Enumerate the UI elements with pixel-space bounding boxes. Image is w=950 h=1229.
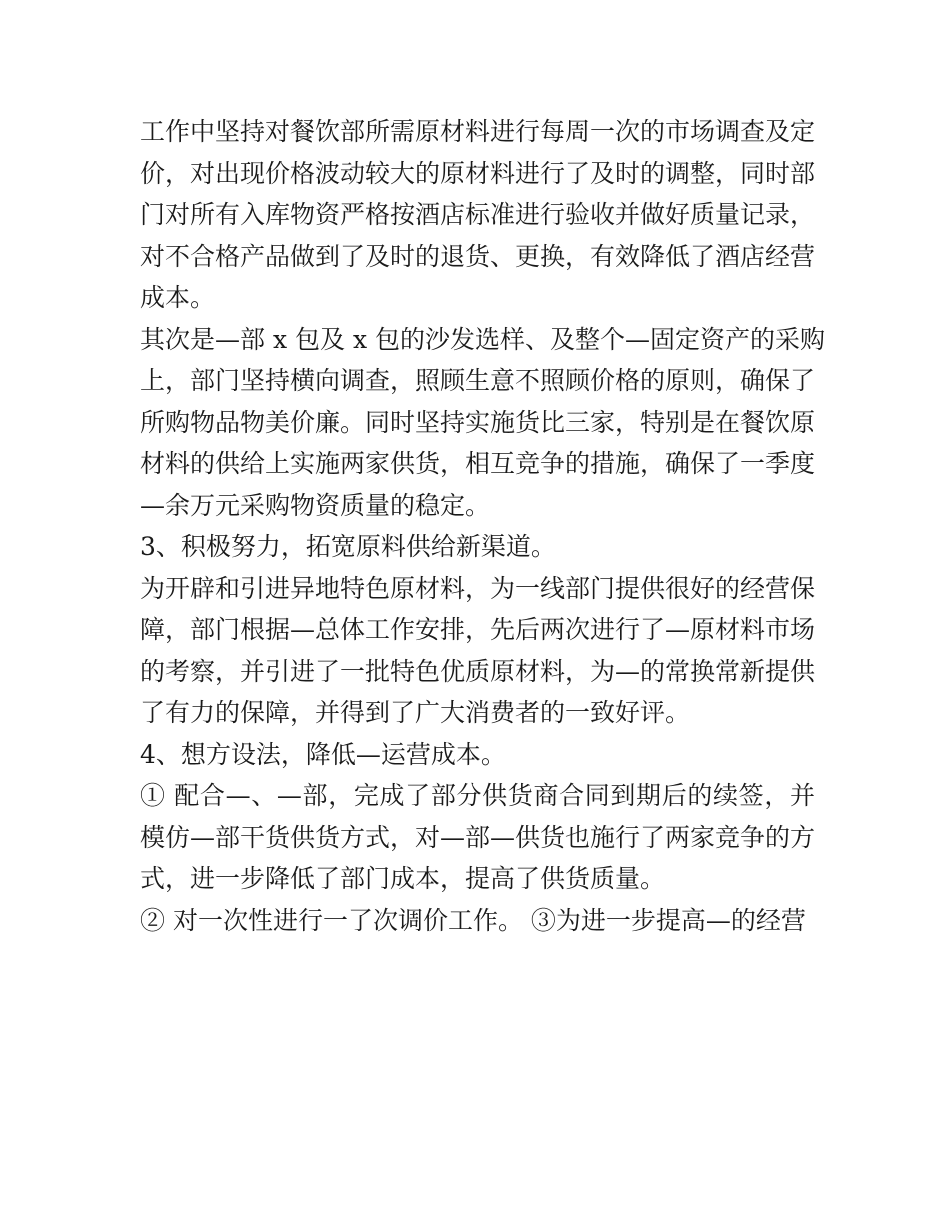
text-line: 其次是—部 x 包及 x 包的沙发选样、及整个—固定资产的采购: [140, 324, 825, 354]
paragraph-point-1: [140, 775, 815, 900]
heading-item-4: [140, 734, 815, 776]
section-heading: 4、想方设法，降低—运营成本。: [140, 739, 506, 769]
text-line: 为开辟和引进异地特色原材料，为一线部门提供很好的经营保: [140, 573, 816, 603]
text-line: 上，部门坚持横向调查，照顾生意不照顾价格的原则，确保了: [140, 366, 816, 395]
text-line: 模仿—部干货供货方式，对—部—供货也施行了两家竞争的方: [140, 822, 816, 852]
section-heading: 3、积极努力，拓宽原料供给新渠道。: [140, 532, 556, 561]
text-line: 的考察，并引进了一批特色优质原材料，为—的常换常新提供: [140, 656, 816, 686]
text-line: 材料的供给上实施两家供货，相互竞争的措施，确保了一季度: [140, 449, 816, 478]
text-line: 所购物品物美价廉。同时坚持实施货比三家，特别是在餐饮原: [140, 407, 816, 437]
text-line: 门对所有入库物资严格按酒店标准进行验收并做好质量记录，: [140, 200, 816, 229]
text-line: 工作中坚持对餐饮部所需原材料进行每周一次的市场调查及定: [140, 117, 816, 146]
document-body: [140, 111, 825, 941]
paragraph-fixed-assets: [140, 319, 825, 527]
text-line: 成本。: [140, 283, 216, 312]
text-line: 对不合格产品做到了及时的退货、更换，有效降低了酒店经营: [140, 241, 816, 271]
text-line: ① 配合—、—部，完成了部分供货商合同到期后的续签，并: [140, 781, 815, 810]
heading-item-3: [140, 526, 815, 568]
text-line: ② 对一次性进行一了次调价工作。 ③为进一步提高—的经营: [140, 905, 806, 935]
paragraph-new-channels: [140, 568, 815, 734]
paragraph-purchasing-survey: [140, 111, 815, 319]
text-line: 了有力的保障，并得到了广大消费者的一致好评。: [140, 698, 691, 727]
text-line: 式，进一步降低了部门成本，提高了供货质量。: [140, 864, 666, 893]
text-line: 障，部门根据—总体工作安排，先后两次进行了—原材料市场: [140, 615, 816, 644]
paragraph-point-2: [140, 900, 815, 942]
text-line: 价，对出现价格波动较大的原材料进行了及时的调整，同时部: [140, 158, 816, 188]
text-line: —余万元采购物资质量的稳定。: [140, 490, 491, 520]
